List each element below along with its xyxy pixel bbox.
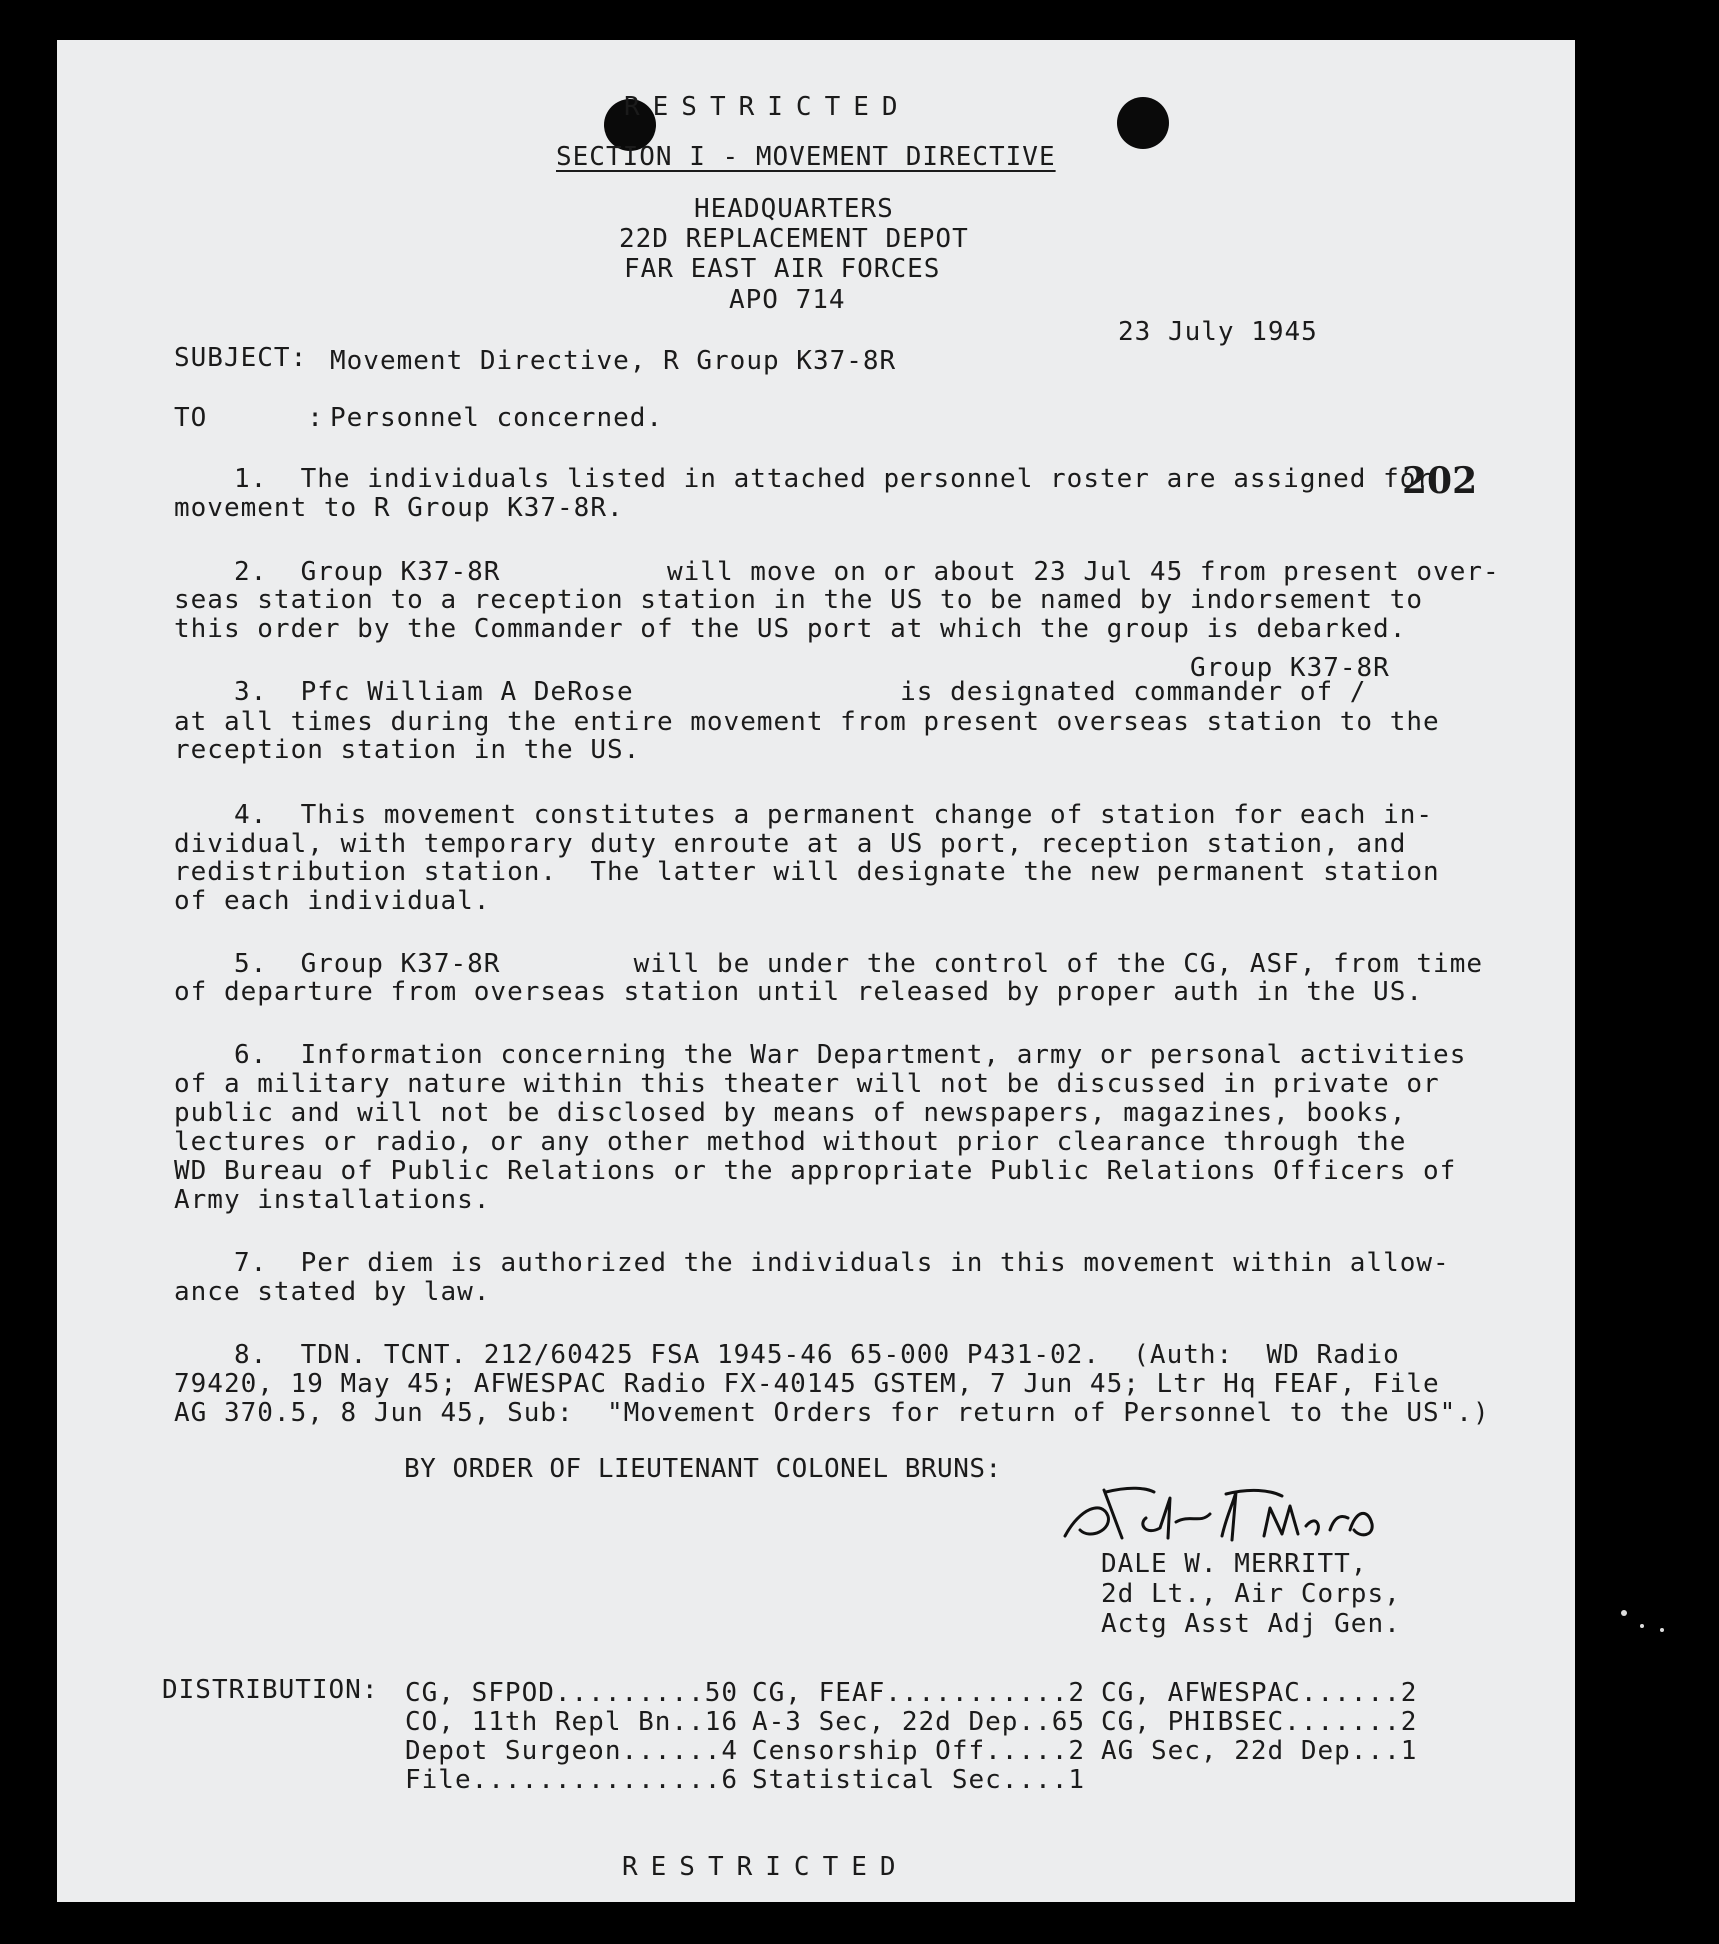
- paragraph-3-line-2: at all times during the entire movement from present overseas station to the: [174, 707, 1440, 737]
- paragraph-4-line-4: of each individual.: [174, 886, 491, 916]
- order-line: BY ORDER OF LIEUTENANT COLONEL BRUNS:: [404, 1454, 1002, 1484]
- paragraph-4-line-2: dividual, with temporary duty enroute at a US port, reception station, and: [174, 829, 1407, 859]
- punch-hole-right: [1117, 97, 1169, 149]
- paragraph-6-line-1: 6. Information concerning the War Department, army or personal activities: [234, 1040, 1467, 1070]
- paragraph-6-line-4: lectures or radio, or any other method without prior clearance through the: [174, 1127, 1407, 1157]
- hq-line-1: HEADQUARTERS: [694, 194, 894, 224]
- distribution-col1-item: CG, SFPOD.........50: [405, 1678, 739, 1708]
- paragraph-5-line-2: of departure from overseas station until released by proper auth in the US.: [174, 977, 1423, 1007]
- paragraph-6-line-6: Army installations.: [174, 1185, 491, 1215]
- distribution-col2-item: CG, FEAF...........2: [752, 1678, 1086, 1708]
- distribution-col2-item: Statistical Sec....1: [752, 1765, 1086, 1795]
- to-text: Personnel concerned.: [330, 403, 664, 433]
- subject-text: Movement Directive, R Group K37-8R: [330, 346, 897, 376]
- distribution-col2-item: Censorship Off.....2: [752, 1736, 1086, 1766]
- paragraph-2-line-2: seas station to a reception station in the US to be named by indorsement to: [174, 585, 1423, 615]
- signer-rank: 2d Lt., Air Corps,: [1101, 1579, 1401, 1609]
- document-date: 23 July 1945: [1118, 317, 1318, 347]
- distribution-label: DISTRIBUTION:: [162, 1675, 379, 1705]
- paragraph-6-line-5: WD Bureau of Public Relations or the appropriate Public Relations Officers of: [174, 1156, 1457, 1186]
- paragraph-4-line-1: 4. This movement constitutes a permanent change of station for each in-: [234, 800, 1434, 830]
- paragraph-3-insert: Group K37-8R: [1190, 653, 1390, 683]
- paragraph-3-line-3: reception station in the US.: [174, 735, 641, 765]
- paragraph-1-line-2: movement to R Group K37-8R.: [174, 493, 624, 523]
- scan-speck: [1660, 1628, 1664, 1632]
- to-label: TO :: [174, 403, 324, 433]
- scan-speck: [1640, 1624, 1644, 1628]
- distribution-col1-item: File...............6: [405, 1765, 739, 1795]
- signer-name: DALE W. MERRITT,: [1101, 1549, 1368, 1579]
- distribution-col3-item: CG, PHIBSEC.......2: [1101, 1707, 1418, 1737]
- classification-bottom: RESTRICTED: [622, 1852, 909, 1882]
- hq-line-2: 22D REPLACEMENT DEPOT: [619, 224, 969, 254]
- hq-line-4: APO 714: [729, 285, 846, 315]
- paragraph-1-line-1: 1. The individuals listed in attached personnel roster are assigned for: [234, 464, 1434, 494]
- distribution-col1-item: CO, 11th Repl Bn..16: [405, 1707, 739, 1737]
- paragraph-8-line-1: 8. TDN. TCNT. 212/60425 FSA 1945-46 65-000 P431-02. (Auth: WD Radio: [234, 1340, 1400, 1370]
- paragraph-3-line-1: 3. Pfc William A DeRose is designated commander of /: [234, 677, 1367, 707]
- paragraph-8-line-2: 79420, 19 May 45; AFWESPAC Radio FX-40145 GSTEM, 7 Jun 45; Ltr Hq FEAF, File: [174, 1369, 1440, 1399]
- paragraph-7-line-1: 7. Per diem is authorized the individuals in this movement within allow-: [234, 1248, 1450, 1278]
- distribution-col3-item: AG Sec, 22d Dep...1: [1101, 1736, 1418, 1766]
- paragraph-6-line-3: public and will not be disclosed by means of newspapers, magazines, books,: [174, 1098, 1407, 1128]
- subject-label: SUBJECT:: [174, 343, 308, 373]
- paragraph-4-line-3: redistribution station. The latter will designate the new permanent station: [174, 857, 1440, 887]
- handwritten-signature: [1050, 1478, 1390, 1558]
- paragraph-5-line-1: 5. Group K37-8R will be under the control of the CG, ASF, from time: [234, 949, 1483, 979]
- section-title: SECTION I - MOVEMENT DIRECTIVE: [556, 142, 1056, 172]
- paragraph-7-line-2: ance stated by law.: [174, 1277, 491, 1307]
- distribution-col1-item: Depot Surgeon......4: [405, 1736, 739, 1766]
- paragraph-2-line-1: 2. Group K37-8R will move on or about 23 Jul 45 from present over-: [234, 557, 1500, 587]
- hq-line-3: FAR EAST AIR FORCES: [624, 254, 941, 284]
- paragraph-2-line-3: this order by the Commander of the US port at which the group is debarked.: [174, 614, 1407, 644]
- stamp-number: 202: [1402, 460, 1478, 502]
- classification-top: RESTRICTED: [624, 92, 911, 122]
- signer-title: Actg Asst Adj Gen.: [1101, 1609, 1401, 1639]
- scan-speck: [1621, 1610, 1627, 1616]
- document-page: [57, 40, 1575, 1902]
- distribution-col3-item: CG, AFWESPAC......2: [1101, 1678, 1418, 1708]
- paragraph-6-line-2: of a military nature within this theater will not be discussed in private or: [174, 1069, 1440, 1099]
- distribution-col2-item: A-3 Sec, 22d Dep..65: [752, 1707, 1086, 1737]
- paragraph-8-line-3: AG 370.5, 8 Jun 45, Sub: "Movement Orders for return of Personnel to the US".): [174, 1398, 1490, 1428]
